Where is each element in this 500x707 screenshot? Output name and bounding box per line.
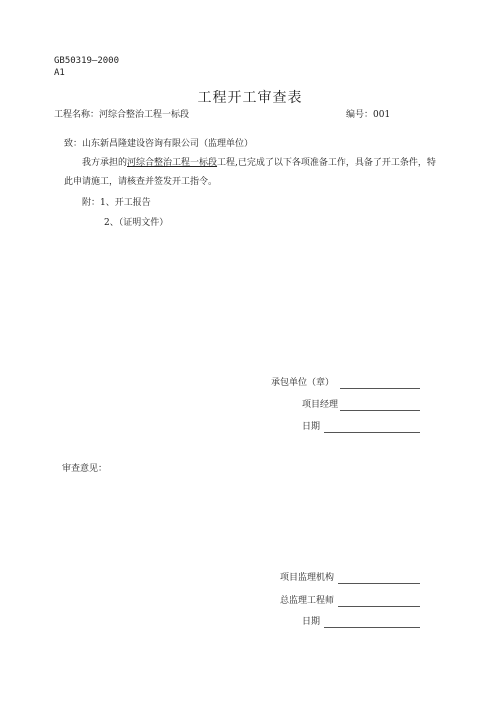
addressee-line: 致：山东新昌隆建设咨询有限公司（监理单位） bbox=[64, 139, 254, 149]
para-prefix: 我方承担的 bbox=[82, 158, 128, 168]
project-manager-line bbox=[340, 410, 420, 411]
para-project-name: 河综合整治工程一标段 bbox=[127, 158, 218, 168]
page-title: 工程开工审查表 bbox=[197, 90, 303, 106]
chief-engineer-label: 总监理工程师 bbox=[280, 596, 335, 606]
project-label: 工程名称： bbox=[54, 110, 100, 120]
number-row bbox=[346, 109, 390, 121]
contractor-unit-label: 承包单位（章） bbox=[271, 378, 335, 388]
application-paragraph bbox=[64, 154, 440, 192]
contractor-unit-line bbox=[340, 388, 420, 389]
para-suffix: 工程,已完成了以下各项准备工作，具备了开工条件，特此申请施工，请核查并签发开工指令。 bbox=[64, 158, 436, 187]
attachment-1: 附：1、开工报告 bbox=[82, 198, 151, 208]
chief-engineer-line bbox=[338, 606, 420, 607]
project-name-row bbox=[54, 109, 189, 121]
supervision-agency-label: 项目监理机构 bbox=[280, 573, 335, 583]
review-date-line bbox=[324, 627, 420, 628]
project-name: 河综合整治工程一标段 bbox=[99, 110, 190, 120]
contractor-date-label: 日期 bbox=[302, 422, 321, 432]
number-value: 001 bbox=[373, 110, 391, 120]
form-code: A1 bbox=[54, 68, 65, 78]
review-date-label: 日期 bbox=[302, 617, 321, 627]
number-label: 编号： bbox=[346, 110, 374, 120]
standard-code: GB50319—2000 bbox=[54, 56, 120, 66]
contractor-date-line bbox=[324, 432, 420, 433]
project-manager-label: 项目经理 bbox=[302, 400, 339, 410]
attachment-2: 2、（证明文件） bbox=[104, 218, 169, 228]
supervision-agency-line bbox=[338, 583, 420, 584]
review-opinion-label: 审查意见： bbox=[62, 464, 108, 474]
